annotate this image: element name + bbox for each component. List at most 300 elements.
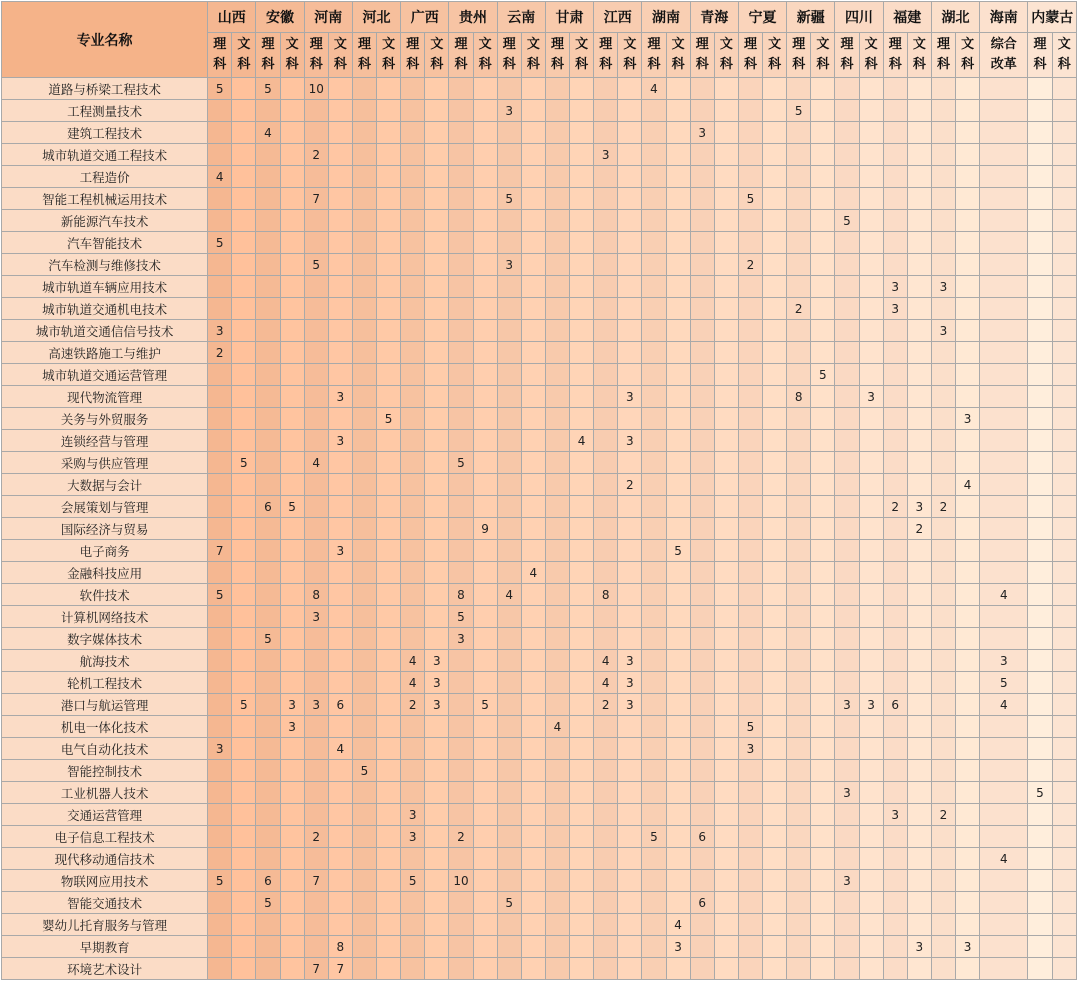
quota-cell bbox=[642, 474, 666, 496]
quota-cell bbox=[473, 936, 497, 958]
quota-cell bbox=[642, 430, 666, 452]
quota-cell bbox=[401, 848, 425, 870]
quota-cell bbox=[763, 738, 787, 760]
quota-cell bbox=[232, 166, 256, 188]
quota-cell bbox=[545, 584, 569, 606]
quota-cell bbox=[449, 408, 473, 430]
quota-cell bbox=[280, 826, 304, 848]
quota-cell bbox=[883, 210, 907, 232]
quota-cell bbox=[835, 562, 859, 584]
quota-cell bbox=[763, 958, 787, 980]
quota-cell: 3 bbox=[931, 320, 955, 342]
quota-cell: 2 bbox=[787, 298, 811, 320]
quota-cell bbox=[401, 188, 425, 210]
quota-cell bbox=[666, 232, 690, 254]
quota-cell bbox=[497, 870, 521, 892]
quota-cell bbox=[401, 562, 425, 584]
quota-cell bbox=[594, 628, 618, 650]
quota-cell bbox=[714, 78, 738, 100]
quota-cell bbox=[835, 716, 859, 738]
quota-cell bbox=[980, 408, 1028, 430]
quota-cell bbox=[425, 606, 449, 628]
quota-cell bbox=[328, 628, 352, 650]
quota-cell bbox=[931, 716, 955, 738]
subject-type-header: 理 科 bbox=[497, 33, 521, 78]
quota-cell bbox=[1028, 672, 1052, 694]
quota-cell bbox=[883, 606, 907, 628]
quota-cell bbox=[763, 914, 787, 936]
quota-cell bbox=[304, 936, 328, 958]
quota-cell bbox=[449, 518, 473, 540]
quota-cell bbox=[377, 672, 401, 694]
quota-cell bbox=[497, 78, 521, 100]
quota-cell bbox=[449, 716, 473, 738]
quota-cell bbox=[449, 848, 473, 870]
quota-cell bbox=[714, 320, 738, 342]
quota-cell bbox=[642, 496, 666, 518]
quota-cell bbox=[642, 298, 666, 320]
quota-cell bbox=[907, 474, 931, 496]
quota-cell bbox=[859, 166, 883, 188]
quota-cell: 3 bbox=[907, 936, 931, 958]
quota-cell bbox=[232, 782, 256, 804]
table-row bbox=[2, 650, 1077, 672]
quota-cell bbox=[835, 188, 859, 210]
quota-cell bbox=[256, 254, 280, 276]
quota-cell bbox=[280, 936, 304, 958]
quota-cell: 5 bbox=[256, 892, 280, 914]
quota-cell bbox=[980, 122, 1028, 144]
major-name-cell: 汽车检测与维修技术 bbox=[2, 254, 208, 276]
quota-cell bbox=[280, 782, 304, 804]
quota-cell bbox=[763, 540, 787, 562]
quota-cell bbox=[956, 364, 980, 386]
quota-cell: 3 bbox=[280, 694, 304, 716]
quota-cell bbox=[425, 760, 449, 782]
quota-cell bbox=[521, 826, 545, 848]
quota-cell: 3 bbox=[859, 386, 883, 408]
quota-cell bbox=[811, 782, 835, 804]
quota-cell bbox=[811, 320, 835, 342]
quota-cell bbox=[377, 804, 401, 826]
quota-cell bbox=[714, 540, 738, 562]
quota-cell bbox=[328, 342, 352, 364]
quota-cell bbox=[738, 210, 762, 232]
quota-cell bbox=[618, 320, 642, 342]
quota-cell bbox=[208, 518, 232, 540]
quota-cell bbox=[328, 562, 352, 584]
quota-cell bbox=[570, 584, 594, 606]
quota-cell bbox=[931, 760, 955, 782]
quota-cell bbox=[956, 298, 980, 320]
quota-cell bbox=[787, 694, 811, 716]
quota-cell bbox=[1052, 100, 1076, 122]
quota-cell bbox=[956, 518, 980, 540]
quota-cell bbox=[208, 474, 232, 496]
quota-cell bbox=[328, 210, 352, 232]
quota-cell bbox=[956, 276, 980, 298]
quota-cell bbox=[570, 78, 594, 100]
quota-cell bbox=[763, 232, 787, 254]
quota-cell bbox=[980, 826, 1028, 848]
quota-cell: 3 bbox=[618, 430, 642, 452]
quota-cell: 8 bbox=[594, 584, 618, 606]
quota-cell bbox=[352, 914, 376, 936]
table-row bbox=[2, 122, 1077, 144]
quota-cell bbox=[1028, 342, 1052, 364]
quota-cell bbox=[208, 892, 232, 914]
province-header: 广西 bbox=[401, 2, 449, 33]
quota-cell bbox=[473, 584, 497, 606]
quota-cell bbox=[545, 320, 569, 342]
quota-cell bbox=[1052, 188, 1076, 210]
quota-cell bbox=[690, 408, 714, 430]
quota-cell bbox=[980, 892, 1028, 914]
quota-cell bbox=[570, 210, 594, 232]
quota-cell: 5 bbox=[1028, 782, 1052, 804]
quota-cell bbox=[425, 870, 449, 892]
quota-cell bbox=[377, 694, 401, 716]
major-name-cell: 工程造价 bbox=[2, 166, 208, 188]
quota-cell: 5 bbox=[738, 188, 762, 210]
quota-cell bbox=[618, 188, 642, 210]
quota-cell bbox=[738, 364, 762, 386]
major-name-cell: 城市轨道交通机电技术 bbox=[2, 298, 208, 320]
quota-cell: 3 bbox=[956, 408, 980, 430]
quota-cell bbox=[738, 650, 762, 672]
quota-cell bbox=[883, 408, 907, 430]
quota-cell bbox=[714, 606, 738, 628]
quota-cell bbox=[328, 298, 352, 320]
quota-cell bbox=[256, 386, 280, 408]
quota-cell bbox=[811, 804, 835, 826]
quota-cell bbox=[328, 848, 352, 870]
quota-cell: 3 bbox=[208, 320, 232, 342]
quota-cell bbox=[883, 738, 907, 760]
quota-cell bbox=[907, 386, 931, 408]
quota-cell bbox=[738, 320, 762, 342]
quota-cell bbox=[787, 848, 811, 870]
subject-type-header: 理 科 bbox=[352, 33, 376, 78]
quota-cell bbox=[473, 254, 497, 276]
quota-cell bbox=[666, 188, 690, 210]
quota-cell bbox=[859, 144, 883, 166]
quota-cell bbox=[811, 518, 835, 540]
quota-cell bbox=[811, 166, 835, 188]
quota-cell bbox=[449, 892, 473, 914]
quota-cell bbox=[931, 628, 955, 650]
quota-cell bbox=[473, 958, 497, 980]
quota-cell bbox=[714, 628, 738, 650]
quota-cell bbox=[931, 342, 955, 364]
quota-cell bbox=[232, 518, 256, 540]
quota-cell bbox=[497, 738, 521, 760]
quota-cell bbox=[377, 716, 401, 738]
quota-cell: 6 bbox=[690, 826, 714, 848]
quota-cell bbox=[425, 100, 449, 122]
quota-cell bbox=[883, 144, 907, 166]
quota-cell bbox=[1028, 584, 1052, 606]
quota-cell bbox=[787, 606, 811, 628]
table-row bbox=[2, 144, 1077, 166]
quota-cell bbox=[787, 628, 811, 650]
table-row bbox=[2, 672, 1077, 694]
quota-cell bbox=[714, 496, 738, 518]
quota-cell bbox=[256, 474, 280, 496]
quota-cell: 5 bbox=[473, 694, 497, 716]
quota-cell bbox=[256, 672, 280, 694]
quota-cell bbox=[594, 452, 618, 474]
quota-cell bbox=[328, 650, 352, 672]
quota-cell bbox=[956, 650, 980, 672]
quota-cell: 4 bbox=[956, 474, 980, 496]
major-name-cell: 金融科技应用 bbox=[2, 562, 208, 584]
quota-cell: 5 bbox=[497, 188, 521, 210]
quota-cell bbox=[931, 518, 955, 540]
quota-cell bbox=[787, 650, 811, 672]
quota-cell bbox=[1028, 848, 1052, 870]
quota-cell bbox=[304, 738, 328, 760]
quota-cell: 5 bbox=[208, 78, 232, 100]
quota-cell bbox=[811, 628, 835, 650]
quota-cell bbox=[642, 408, 666, 430]
quota-cell bbox=[907, 650, 931, 672]
quota-cell bbox=[497, 540, 521, 562]
quota-cell bbox=[377, 232, 401, 254]
quota-cell bbox=[545, 518, 569, 540]
quota-cell bbox=[594, 716, 618, 738]
quota-cell bbox=[208, 914, 232, 936]
quota-cell bbox=[859, 848, 883, 870]
province-header: 海南 bbox=[980, 2, 1028, 33]
quota-cell bbox=[956, 210, 980, 232]
quota-cell bbox=[1052, 584, 1076, 606]
table-row bbox=[2, 320, 1077, 342]
table-row bbox=[2, 914, 1077, 936]
quota-cell bbox=[811, 826, 835, 848]
quota-cell bbox=[714, 716, 738, 738]
quota-cell bbox=[811, 914, 835, 936]
quota-cell bbox=[763, 628, 787, 650]
quota-cell bbox=[787, 870, 811, 892]
table-row bbox=[2, 870, 1077, 892]
quota-cell bbox=[690, 694, 714, 716]
quota-cell bbox=[377, 540, 401, 562]
quota-cell bbox=[690, 210, 714, 232]
quota-cell bbox=[907, 716, 931, 738]
quota-cell bbox=[1028, 826, 1052, 848]
subject-type-header: 文 科 bbox=[425, 33, 449, 78]
quota-cell bbox=[570, 826, 594, 848]
province-header: 青海 bbox=[690, 2, 738, 33]
quota-cell bbox=[473, 760, 497, 782]
quota-cell bbox=[907, 298, 931, 320]
quota-cell bbox=[256, 188, 280, 210]
table-row bbox=[2, 628, 1077, 650]
table-row bbox=[2, 848, 1077, 870]
quota-cell bbox=[931, 606, 955, 628]
quota-cell bbox=[980, 870, 1028, 892]
quota-cell bbox=[835, 144, 859, 166]
quota-cell bbox=[280, 628, 304, 650]
quota-cell bbox=[545, 144, 569, 166]
quota-cell bbox=[835, 408, 859, 430]
table-row bbox=[2, 210, 1077, 232]
quota-cell bbox=[666, 100, 690, 122]
quota-cell bbox=[714, 430, 738, 452]
quota-cell bbox=[859, 826, 883, 848]
quota-cell: 4 bbox=[980, 584, 1028, 606]
province-header: 四川 bbox=[835, 2, 883, 33]
quota-cell bbox=[618, 452, 642, 474]
quota-cell bbox=[956, 452, 980, 474]
quota-cell bbox=[907, 342, 931, 364]
province-header: 山西 bbox=[208, 2, 256, 33]
quota-cell bbox=[690, 936, 714, 958]
quota-cell bbox=[352, 342, 376, 364]
quota-cell bbox=[570, 452, 594, 474]
quota-cell bbox=[497, 298, 521, 320]
quota-cell bbox=[352, 430, 376, 452]
quota-cell: 3 bbox=[497, 100, 521, 122]
quota-cell bbox=[594, 892, 618, 914]
quota-cell bbox=[907, 826, 931, 848]
quota-cell bbox=[545, 804, 569, 826]
quota-cell bbox=[714, 298, 738, 320]
table-row bbox=[2, 760, 1077, 782]
quota-cell bbox=[425, 628, 449, 650]
quota-cell bbox=[956, 122, 980, 144]
quota-cell bbox=[666, 672, 690, 694]
quota-cell bbox=[642, 540, 666, 562]
quota-cell bbox=[787, 562, 811, 584]
quota-cell bbox=[1052, 232, 1076, 254]
quota-cell bbox=[232, 804, 256, 826]
quota-cell bbox=[304, 276, 328, 298]
quota-cell bbox=[1052, 496, 1076, 518]
quota-cell bbox=[980, 188, 1028, 210]
quota-cell bbox=[763, 606, 787, 628]
quota-cell bbox=[1052, 782, 1076, 804]
quota-cell bbox=[570, 760, 594, 782]
quota-cell: 5 bbox=[256, 628, 280, 650]
quota-cell bbox=[208, 628, 232, 650]
quota-cell bbox=[859, 210, 883, 232]
quota-cell bbox=[256, 606, 280, 628]
subject-type-header: 文 科 bbox=[618, 33, 642, 78]
quota-cell bbox=[208, 144, 232, 166]
quota-cell bbox=[497, 562, 521, 584]
quota-cell bbox=[690, 342, 714, 364]
quota-cell bbox=[907, 232, 931, 254]
quota-cell bbox=[763, 826, 787, 848]
quota-cell bbox=[763, 188, 787, 210]
quota-cell: 5 bbox=[811, 364, 835, 386]
subject-type-header: 理 科 bbox=[642, 33, 666, 78]
quota-cell: 5 bbox=[352, 760, 376, 782]
quota-cell bbox=[618, 408, 642, 430]
quota-cell bbox=[497, 826, 521, 848]
quota-cell bbox=[449, 386, 473, 408]
quota-cell bbox=[1028, 254, 1052, 276]
quota-cell bbox=[280, 232, 304, 254]
quota-cell bbox=[931, 122, 955, 144]
table-row bbox=[2, 100, 1077, 122]
quota-cell bbox=[401, 892, 425, 914]
quota-cell bbox=[811, 188, 835, 210]
quota-cell bbox=[473, 892, 497, 914]
quota-cell bbox=[594, 936, 618, 958]
quota-cell bbox=[208, 716, 232, 738]
quota-cell bbox=[690, 650, 714, 672]
quota-cell bbox=[521, 892, 545, 914]
quota-cell bbox=[1052, 628, 1076, 650]
quota-cell bbox=[545, 760, 569, 782]
quota-cell bbox=[521, 848, 545, 870]
quota-cell bbox=[763, 78, 787, 100]
quota-cell bbox=[352, 188, 376, 210]
quota-cell bbox=[232, 254, 256, 276]
quota-cell bbox=[1028, 914, 1052, 936]
quota-cell bbox=[377, 562, 401, 584]
quota-cell bbox=[931, 936, 955, 958]
quota-cell bbox=[714, 210, 738, 232]
quota-cell bbox=[618, 518, 642, 540]
quota-cell bbox=[859, 870, 883, 892]
quota-cell bbox=[618, 298, 642, 320]
quota-cell bbox=[594, 78, 618, 100]
quota-cell: 4 bbox=[328, 738, 352, 760]
quota-cell bbox=[666, 276, 690, 298]
quota-cell bbox=[763, 496, 787, 518]
quota-cell bbox=[352, 276, 376, 298]
quota-cell bbox=[618, 782, 642, 804]
quota-cell bbox=[521, 320, 545, 342]
quota-cell bbox=[666, 804, 690, 826]
quota-cell bbox=[570, 496, 594, 518]
quota-cell bbox=[256, 518, 280, 540]
quota-cell bbox=[642, 650, 666, 672]
quota-cell bbox=[594, 298, 618, 320]
quota-cell bbox=[304, 562, 328, 584]
quota-cell bbox=[666, 210, 690, 232]
quota-cell: 3 bbox=[618, 650, 642, 672]
quota-cell bbox=[377, 122, 401, 144]
quota-cell bbox=[594, 364, 618, 386]
quota-cell bbox=[859, 672, 883, 694]
quota-cell bbox=[545, 738, 569, 760]
quota-cell bbox=[1028, 958, 1052, 980]
quota-cell bbox=[883, 584, 907, 606]
quota-cell bbox=[352, 628, 376, 650]
quota-cell bbox=[642, 782, 666, 804]
quota-cell bbox=[956, 188, 980, 210]
quota-cell bbox=[690, 320, 714, 342]
quota-cell bbox=[304, 210, 328, 232]
quota-cell bbox=[883, 430, 907, 452]
quota-cell bbox=[545, 914, 569, 936]
quota-cell bbox=[642, 584, 666, 606]
quota-cell: 3 bbox=[835, 870, 859, 892]
subject-type-header: 文 科 bbox=[570, 33, 594, 78]
quota-cell bbox=[835, 496, 859, 518]
quota-cell bbox=[738, 276, 762, 298]
quota-cell bbox=[811, 738, 835, 760]
quota-cell bbox=[521, 782, 545, 804]
quota-cell bbox=[256, 716, 280, 738]
subject-type-header: 理 科 bbox=[449, 33, 473, 78]
quota-cell bbox=[787, 936, 811, 958]
